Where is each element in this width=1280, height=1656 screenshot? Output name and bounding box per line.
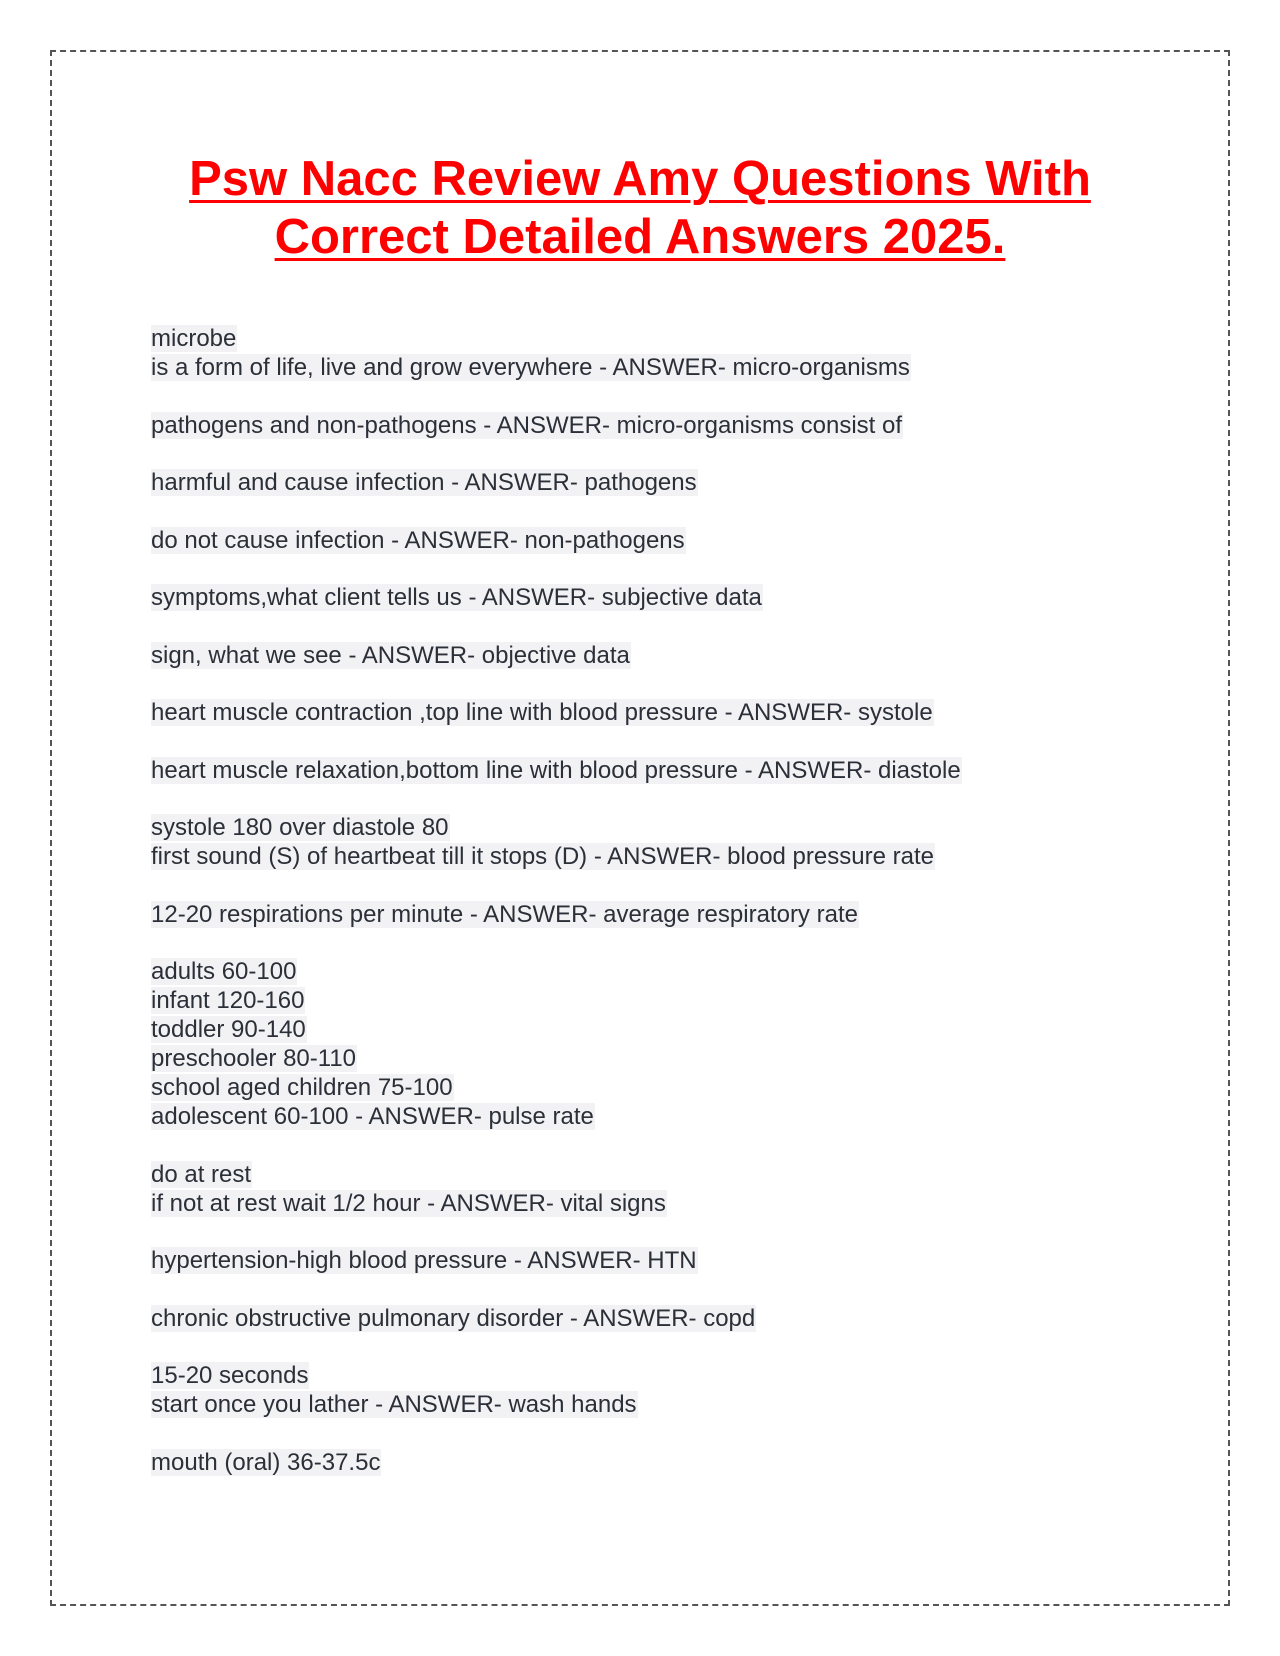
qa-line: [151, 1246, 1131, 1275]
qa-line-text: school aged children 75-100: [151, 1074, 453, 1101]
qa-line-text: preschooler 80-110: [151, 1045, 357, 1072]
qa-line: [151, 1304, 1131, 1333]
qa-line: [151, 957, 1131, 986]
document-title-line-1: Psw Nacc Review Amy Questions With: [189, 152, 1091, 206]
qa-entry: [151, 698, 1131, 727]
qa-entry: [151, 641, 1131, 670]
qa-line-text: is a form of life, live and grow everywhere - ANSWER- micro-organisms: [151, 354, 910, 381]
qa-line: [151, 1390, 1131, 1419]
qa-line-text: sign, what we see - ANSWER- objective data: [151, 641, 630, 669]
qa-line: [151, 1102, 1131, 1131]
qa-line-text: first sound (S) of heartbeat till it stops (D) - ANSWER- blood pressure rate: [151, 843, 934, 870]
qa-entry: [151, 526, 1131, 555]
qa-line-text: do not cause infection - ANSWER- non-pathogens: [151, 526, 685, 554]
qa-line: [151, 1044, 1131, 1073]
qa-entry: [151, 957, 1131, 1131]
qa-entry: [151, 756, 1131, 785]
qa-entry: [151, 583, 1131, 612]
qa-line-text: chronic obstructive pulmonary disorder - ANSWER- copd: [151, 1304, 756, 1332]
qa-entry: [151, 468, 1131, 497]
qa-line: [151, 1361, 1131, 1390]
qa-line-text: do at rest: [151, 1160, 252, 1188]
qa-entry: [151, 324, 1131, 382]
document-title: [100, 150, 1180, 266]
qa-line-text: systole 180 over diastole 80: [151, 814, 449, 841]
qa-line: [151, 1073, 1131, 1102]
qa-line-text: 12-20 respirations per minute - ANSWER- average respiratory rate: [151, 900, 858, 928]
qa-line-text: adolescent 60-100 - ANSWER- pulse rate: [151, 1103, 594, 1130]
qa-line: [151, 526, 1131, 555]
qa-line: [151, 756, 1131, 785]
qa-line-text: start once you lather - ANSWER- wash hands: [151, 1391, 637, 1418]
qa-line-text: infant 120-160: [151, 987, 305, 1014]
document-title-line-2: Correct Detailed Answers 2025.: [274, 210, 1006, 264]
qa-line-text: harmful and cause infection - ANSWER- pathogens: [151, 469, 697, 496]
qa-line-text: microbe: [151, 325, 237, 352]
qa-entry: [151, 1304, 1131, 1333]
qa-entry: [151, 813, 1131, 871]
qa-line: [151, 1448, 1131, 1477]
qa-line: [151, 1015, 1131, 1044]
qa-line: [151, 641, 1131, 670]
qa-entry: [151, 1448, 1131, 1477]
qa-line-text: hypertension-high blood pressure - ANSWER- HTN: [151, 1247, 697, 1274]
qa-line: [151, 1189, 1131, 1218]
qa-line-text: pathogens and non-pathogens - ANSWER- micro-organisms consist of: [151, 411, 903, 439]
qa-entry: [151, 411, 1131, 440]
qa-line-text: 15-20 seconds: [151, 1362, 309, 1389]
qa-line-text: adults 60-100: [151, 958, 297, 985]
qa-entry: [151, 1160, 1131, 1218]
qa-line: [151, 900, 1131, 929]
qa-line: [151, 986, 1131, 1015]
qa-line: [151, 353, 1131, 382]
qa-entry: [151, 1361, 1131, 1419]
qa-line: [151, 324, 1131, 353]
qa-entry: [151, 900, 1131, 929]
qa-line-text: heart muscle relaxation,bottom line with blood pressure - ANSWER- diastole: [151, 756, 961, 784]
qa-line-text: if not at rest wait 1/2 hour - ANSWER- vital signs: [151, 1189, 666, 1217]
qa-line: [151, 1160, 1131, 1189]
qa-line: [151, 698, 1131, 727]
qa-line: [151, 813, 1131, 842]
qa-entry: [151, 1246, 1131, 1275]
qa-line: [151, 411, 1131, 440]
qa-line: [151, 583, 1131, 612]
qa-list: [151, 324, 1131, 1505]
qa-line-text: toddler 90-140: [151, 1016, 306, 1043]
qa-line-text: symptoms,what client tells us - ANSWER- subjective data: [151, 584, 762, 611]
qa-line-text: mouth (oral) 36-37.5c: [151, 1448, 381, 1476]
qa-line: [151, 842, 1131, 871]
qa-line: [151, 468, 1131, 497]
qa-line-text: heart muscle contraction ,top line with blood pressure - ANSWER- systole: [151, 699, 933, 726]
